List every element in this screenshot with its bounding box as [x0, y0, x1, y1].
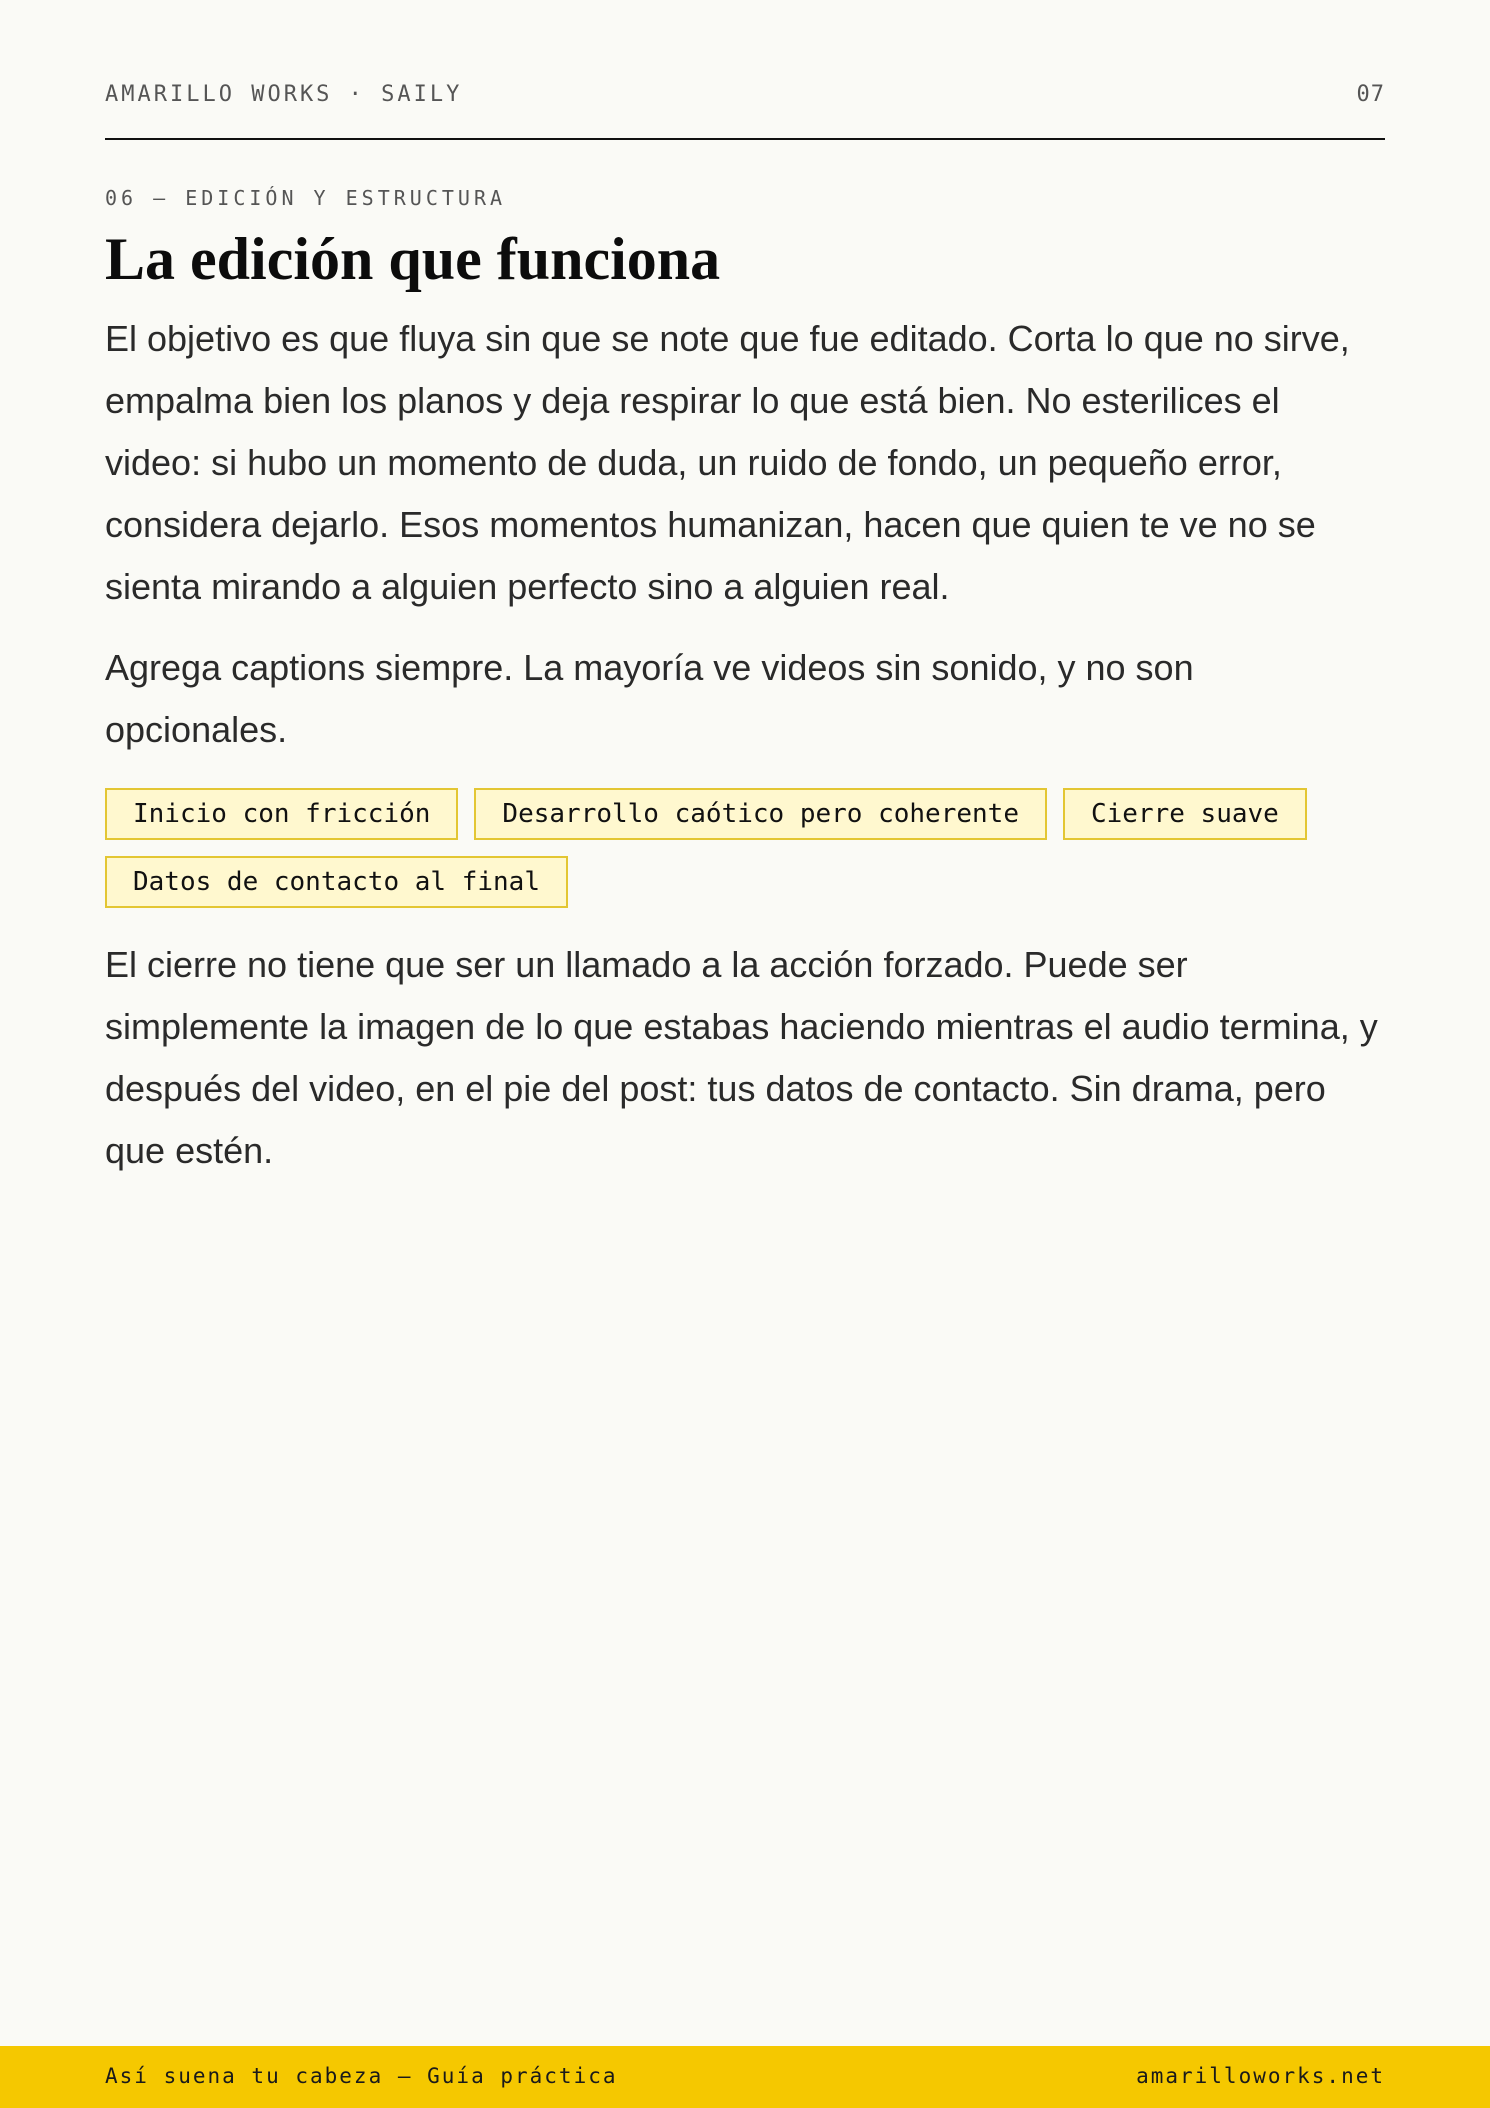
paragraph-intro: El objetivo es que fluya sin que se note que fue editado. Corta lo que no sirve, empalma bien los planos y deja respirar lo que está bien. No esterilices el video: si hubo un momento de duda, un ruido de fondo, un pequeño error, considera dejarlo. Esos momentos humanizan, hacen que quien te ve no se sienta mirando a alguien perfecto sino a alguien real. [105, 318, 1350, 607]
section-kicker: 06 — EDICIÓN Y ESTRUCTURA [105, 186, 507, 210]
page-footer [0, 2046, 1490, 2108]
page-header [105, 0, 1385, 140]
page-title: La edición que funciona [105, 226, 721, 292]
page-number: 07 [1356, 82, 1385, 107]
tag-item: Desarrollo caótico pero coherente [474, 788, 1047, 840]
tag-item: Inicio con fricción [105, 788, 458, 840]
tag-item: Datos de contacto al final [105, 856, 568, 908]
footer-website: amarilloworks.net [1136, 2064, 1385, 2088]
paragraph-captions: Agrega captions siempre. La mayoría ve videos sin sonido, y no son opcionales. [105, 647, 1194, 750]
tag-list [105, 788, 1385, 908]
tag-item: Cierre suave [1063, 788, 1307, 840]
paragraph-closing: El cierre no tiene que ser un llamado a la acción forzado. Puede ser simplemente la imagen de lo que estabas haciendo mientras el audio termina, y después del video, en el pie del post: tus datos de contacto. Sin drama, pero que estén. [105, 944, 1378, 1171]
footer-guide-title: Así suena tu cabeza — Guía práctica [105, 2064, 618, 2088]
brand-label: AMARILLO WORKS · SAILY [105, 82, 463, 107]
page-content [105, 0, 1385, 1182]
